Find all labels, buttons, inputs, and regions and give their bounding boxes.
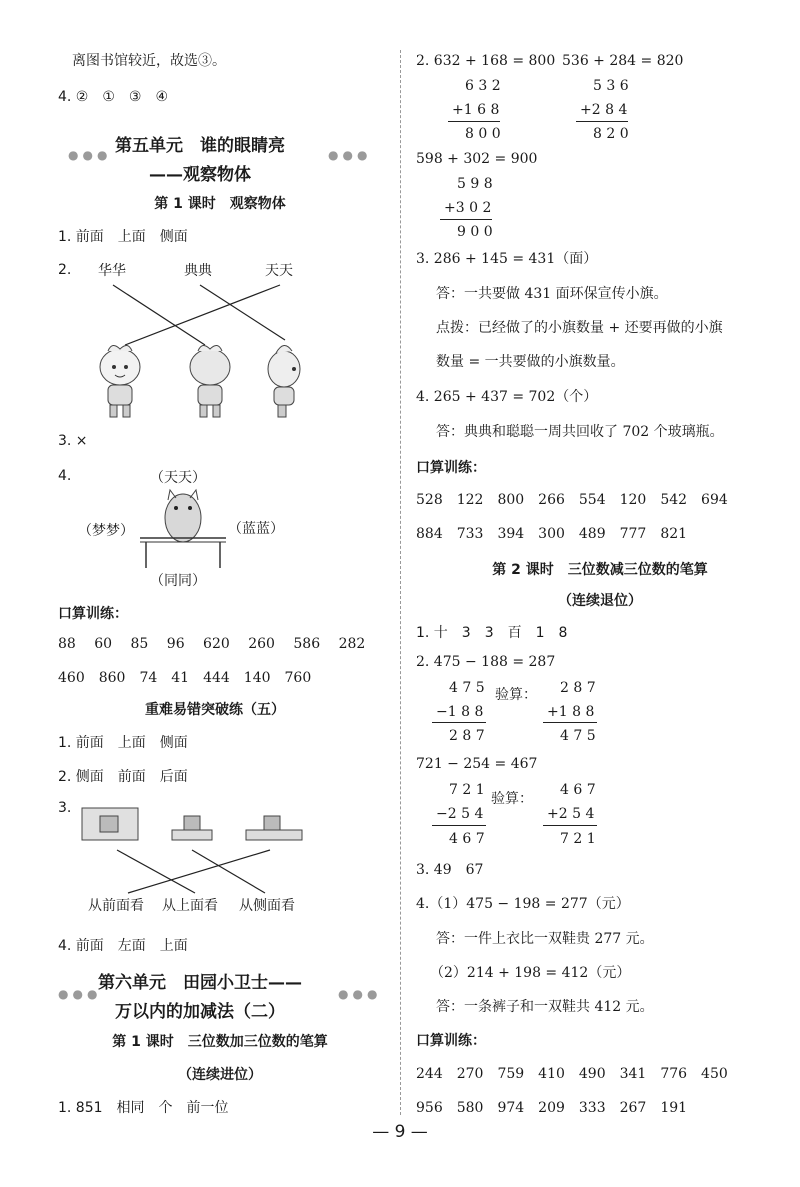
vertical-rule (432, 825, 486, 826)
vertical-operand: 6 3 2 (465, 78, 501, 94)
lesson-title: 第 2 课时 三位数减三位数的笔算 (492, 562, 708, 578)
lesson-title: 第 1 课时 三位数加三位数的笔算 (112, 1034, 328, 1050)
section-title: 口算训练： (58, 606, 128, 622)
lesson-subtitle: （连续退位） (558, 593, 642, 609)
vertical-rule (448, 121, 500, 122)
oral-row: 956 580 974 209 333 267 191 (416, 1100, 688, 1116)
section-title: 口算训练： (416, 1033, 486, 1049)
oral-row: 460 860 74 41 444 140 760 (58, 670, 312, 686)
vertical-operand: 5 3 6 (593, 78, 629, 94)
vertical-result: 8 2 0 (593, 126, 629, 142)
vertical-result: 7 2 1 (560, 831, 596, 847)
figure-back-view (180, 345, 240, 420)
vertical-rule (543, 722, 597, 723)
vertical-rule (543, 825, 597, 826)
answer-line: 3. 49 67 (416, 862, 484, 878)
position-label: （梦梦） (78, 523, 134, 539)
check-label: 验算： (491, 791, 533, 807)
vertical-operand: −2 5 4 (436, 806, 484, 822)
vertical-result: 9 0 0 (457, 224, 493, 240)
decor-dots: ●●● (338, 987, 382, 1001)
question-number: 3. (58, 800, 72, 816)
tip-text: 数量 = 一共要做的小旗数量。 (436, 354, 625, 370)
name-label: 华华 (98, 263, 126, 279)
vertical-result: 8 0 0 (465, 126, 501, 142)
answer-line: 4. 前面 左面 上面 (58, 938, 188, 954)
equation: 2. 475 − 188 = 287 (416, 654, 556, 670)
answer-line: 1. 前面 上面 侧面 (58, 735, 188, 751)
lesson-subtitle: （连续进位） (178, 1067, 262, 1083)
tip-text: 点拨：已经做了的小旗数量 + 还要再做的小旗 (436, 320, 723, 336)
answer-line: 1. 前面 上面 侧面 (58, 229, 188, 245)
position-label: （蓝蓝） (228, 521, 284, 537)
equation: 4. 265 + 437 = 702（个） (416, 389, 598, 405)
decor-dots: ●●● (58, 987, 102, 1001)
answer-text: 答：一共要做 431 面环保宣传小旗。 (436, 286, 668, 302)
block-views-diagram (0, 800, 400, 910)
figure-side-view (262, 345, 312, 420)
answer-line: 3. × (58, 433, 88, 449)
check-label: 验算： (495, 687, 537, 703)
vertical-operand: +1 6 8 (452, 102, 500, 118)
page-number: — 9 — (372, 1122, 428, 1142)
answer-line: 1. 851 相同 个 前一位 (58, 1100, 229, 1116)
equation: 3. 286 + 145 = 431（面） (416, 251, 598, 267)
vertical-operand: 4 6 7 (560, 782, 596, 798)
equation: （2）214 + 198 = 412（元） (430, 965, 631, 981)
oral-row: 884 733 394 300 489 777 821 (416, 526, 688, 542)
vertical-operand: 7 2 1 (449, 782, 485, 798)
view-label: 从侧面看 (239, 898, 295, 914)
vertical-operand: +3 0 2 (444, 200, 492, 216)
unit5-title: 第五单元 谁的眼睛亮 (115, 136, 285, 156)
lesson-title: 第 1 课时 观察物体 (154, 196, 286, 212)
practice-title: 重难易错突破练（五） (145, 702, 285, 718)
oral-row: 528 122 800 266 554 120 542 694 (416, 492, 728, 508)
view-label: 从上面看 (162, 898, 218, 914)
vertical-operand: +2 8 4 (580, 102, 628, 118)
equation: 721 − 254 = 467 (416, 756, 538, 772)
vertical-operand: +2 5 4 (547, 806, 595, 822)
vertical-result: 4 7 5 (560, 728, 596, 744)
answer-text: 答：典典和聪聪一周共回收了 702 个玻璃瓶。 (436, 424, 724, 440)
equation: 536 + 284 = 820 (562, 53, 684, 69)
vertical-result: 4 6 7 (449, 831, 485, 847)
oral-row: 244 270 759 410 490 341 776 450 (416, 1066, 728, 1082)
text-line: 离图书馆较近，故选③。 (72, 53, 226, 69)
name-label: 天天 (265, 263, 293, 279)
vertical-rule (576, 121, 628, 122)
figure-front-view (90, 345, 150, 420)
answer-text: 答：一条裤子和一双鞋共 412 元。 (436, 999, 654, 1015)
equation: 2. 632 + 168 = 800 (416, 53, 556, 69)
equation: 598 + 302 = 900 (416, 151, 538, 167)
vertical-operand: +1 8 8 (547, 704, 595, 720)
answer-line: 2. 侧面 前面 后面 (58, 769, 188, 785)
position-label: （同同） (150, 573, 206, 589)
vertical-operand: 2 8 7 (560, 680, 596, 696)
name-label: 典典 (184, 263, 212, 279)
view-label: 从前面看 (88, 898, 144, 914)
section-title: 口算训练： (416, 460, 486, 476)
unit6-title: 第六单元 田园小卫士—— (98, 973, 302, 993)
column-divider (400, 50, 401, 1115)
answer-line: 4. ② ① ③ ④ (58, 89, 169, 105)
oral-row: 88 60 85 96 620 260 586 282 (58, 636, 366, 652)
vertical-result: 2 8 7 (449, 728, 485, 744)
vertical-operand: 5 9 8 (457, 176, 493, 192)
question-number: 4. (58, 468, 72, 484)
answer-text: 答：一件上衣比一双鞋贵 277 元。 (436, 931, 654, 947)
unit5-subtitle: ——观察物体 (149, 165, 251, 185)
unit6-subtitle: 万以内的加减法（二） (115, 1002, 285, 1022)
decor-dots: ●●● (68, 148, 112, 162)
vertical-rule (440, 219, 492, 220)
answer-line: 1. 十 3 3 百 1 8 (416, 625, 568, 641)
vertical-rule (432, 722, 486, 723)
position-label: （天天） (150, 470, 206, 486)
toy-on-table (138, 490, 228, 570)
vertical-operand: −1 8 8 (436, 704, 484, 720)
vertical-operand: 4 7 5 (449, 680, 485, 696)
equation: 4.（1）475 − 198 = 277（元） (416, 896, 630, 912)
decor-dots: ●●● (328, 148, 372, 162)
question-number: 2. (58, 262, 72, 278)
